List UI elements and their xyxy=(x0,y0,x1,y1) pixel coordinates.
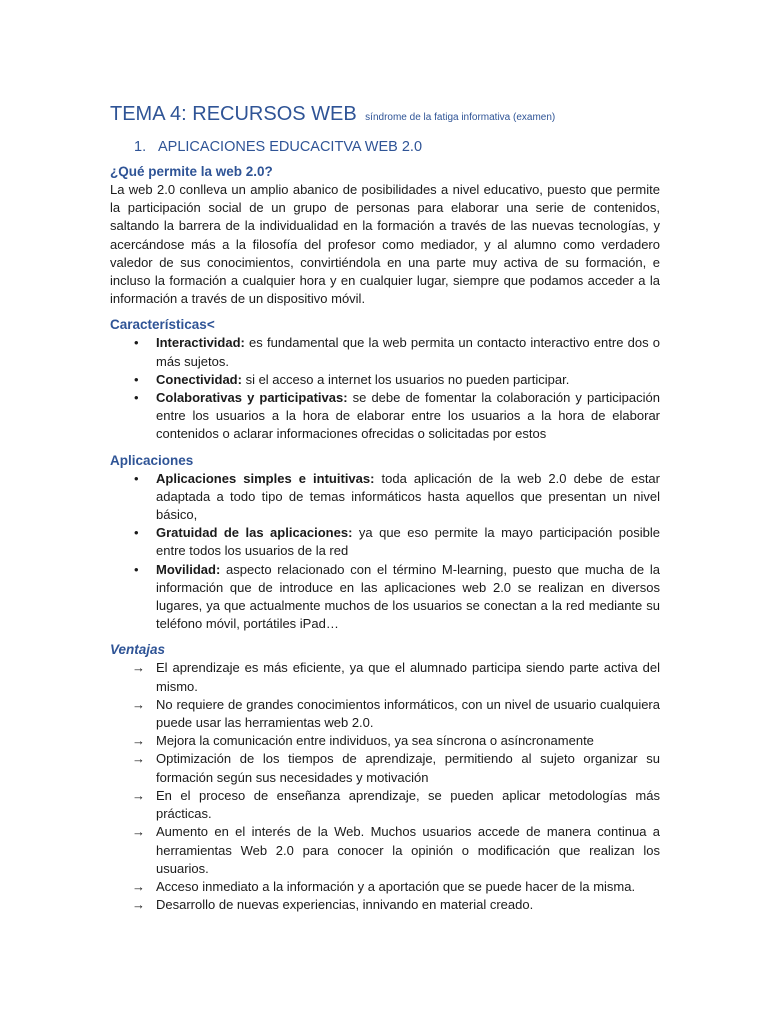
list-item xyxy=(110,524,660,560)
list-item xyxy=(110,371,660,389)
item-text: El aprendizaje es más eficiente, ya que el alumnado participa siendo parte activa del mismo. xyxy=(156,660,660,694)
heading-aplicaciones: Aplicaciones xyxy=(110,452,194,468)
list-item xyxy=(110,470,660,525)
heading-ventajas: Ventajas xyxy=(110,642,166,658)
arrow-right-icon: → xyxy=(132,787,145,803)
item-text: No requiere de grandes conocimientos informáticos, con un nivel de usuario cualquiera puede usar las herramientas web 2.0. xyxy=(156,696,660,731)
item-text: Optimización de los tiempos de aprendizaje, permitiendo al sujeto organizar su formación según sus necesidades y motivación xyxy=(156,751,660,785)
title-main: TEMA 4: RECURSOS WEB xyxy=(110,103,357,125)
list-item xyxy=(110,787,660,823)
bullet-icon: • xyxy=(134,470,139,486)
list-item xyxy=(110,823,660,878)
item-text: Aumento en el interés de la Web. Muchos usuarios accede de manera continua a herramientas Web 2.0 para conocer la opinión o modificación que realizan los usuarios. xyxy=(156,824,660,876)
item-text: aspecto relacionado con el término M-learning, puesto que mucha de la información que de introduce en las aplicaciones web 2.0 se realizan en diversos lugares, ya que actualmente muchos de los usuarios se conectan a la red mediante su teléfono móvil, portátiles iPad… xyxy=(156,561,660,632)
document-title xyxy=(110,100,660,132)
item-text: se debe de fomentar la colaboración y participación entre los usuarios a la hora de elaborar entre los usuarios a la hora de elaborar contenidos o aclarar informaciones ofrecidas o solicitadas por estos xyxy=(156,390,660,442)
bullet-icon: • xyxy=(134,335,139,351)
bullet-icon: • xyxy=(134,525,139,541)
item-text: si el acceso a internet los usuarios no pueden participar. xyxy=(241,371,570,387)
arrow-right-icon: → xyxy=(132,897,145,913)
title-sub: síndrome de la fatiga informativa (examen) xyxy=(365,112,556,123)
item-text: Acceso inmediato a la información y a aportación que se puede hacer de la misma. xyxy=(156,878,636,894)
list-item xyxy=(110,896,660,914)
bullet-icon: • xyxy=(134,390,139,406)
item-term: Gratuidad de las aplicaciones: xyxy=(156,525,353,541)
bullet-icon: • xyxy=(134,371,139,387)
item-text: ya que eso permite la mayo participación posible entre todos los usuarios de la red xyxy=(156,525,660,559)
list-item xyxy=(110,750,660,786)
paragraph-web20: La web 2.0 conlleva un amplio abanico de posibilidades a nivel educativo, puesto que permite la participación social de un grupo de personas para elaborar una serie de contenidos, saltando la barrera de la individualidad en la formación a través de las nuevas tecnologías, y acercándose más a la filosofía del profesor como mediador, y al alumno como verdadero valedor de sus conocimientos, convirtiéndola en una parte muy activa de su formación, e incluso la formación a cualquier hora y en cualquier lugar, siempre que podamos acceder a la información a través de un dispositivo móvil. xyxy=(110,182,660,307)
item-term: Conectividad: xyxy=(156,371,242,387)
caracteristicas-list xyxy=(110,334,660,443)
section-subtitle xyxy=(134,136,660,158)
list-item xyxy=(110,732,660,750)
arrow-right-icon: → xyxy=(132,824,145,840)
subtitle-text: APLICACIONES EDUCACITVA WEB 2.0 xyxy=(158,139,423,155)
arrow-right-icon: → xyxy=(132,733,145,749)
item-text: toda aplicación de la web 2.0 debe de estar adaptada a todo tipo de temas informáticos hasta aquellos que presentan un nivel básico, xyxy=(156,470,660,523)
item-text: Mejora la comunicación entre individuos, ya sea síncrona o asíncronamente xyxy=(156,733,594,749)
bullet-icon: • xyxy=(134,561,139,577)
arrow-right-icon: → xyxy=(132,751,145,767)
arrow-right-icon: → xyxy=(132,878,145,894)
list-item xyxy=(110,878,660,896)
item-term: Movilidad: xyxy=(156,561,221,577)
item-text: Desarrollo de nuevas experiencias, innivando en material creado. xyxy=(156,897,534,913)
subtitle-number: 1. xyxy=(134,139,147,155)
list-item xyxy=(110,696,660,732)
heading-web20: ¿Qué permite la web 2.0? xyxy=(110,164,273,179)
list-item xyxy=(110,561,660,634)
list-item xyxy=(110,334,660,370)
item-term: Interactividad: xyxy=(156,335,245,351)
aplicaciones-list xyxy=(110,470,660,634)
arrow-right-icon: → xyxy=(132,696,145,712)
item-text: En el proceso de enseñanza aprendizaje, se pueden aplicar metodologías más prácticas. xyxy=(156,787,660,822)
item-text: es fundamental que la web permita un contacto interactivo entre dos o más sujetos. xyxy=(156,335,660,369)
item-term: Aplicaciones simples e intuitivas: xyxy=(156,470,375,486)
ventajas-list xyxy=(110,659,660,914)
arrow-right-icon: → xyxy=(132,660,145,676)
heading-caracteristicas: Características< xyxy=(110,317,215,333)
item-term: Colaborativas y participativas: xyxy=(156,390,348,406)
list-item xyxy=(110,389,660,444)
list-item xyxy=(110,659,660,695)
